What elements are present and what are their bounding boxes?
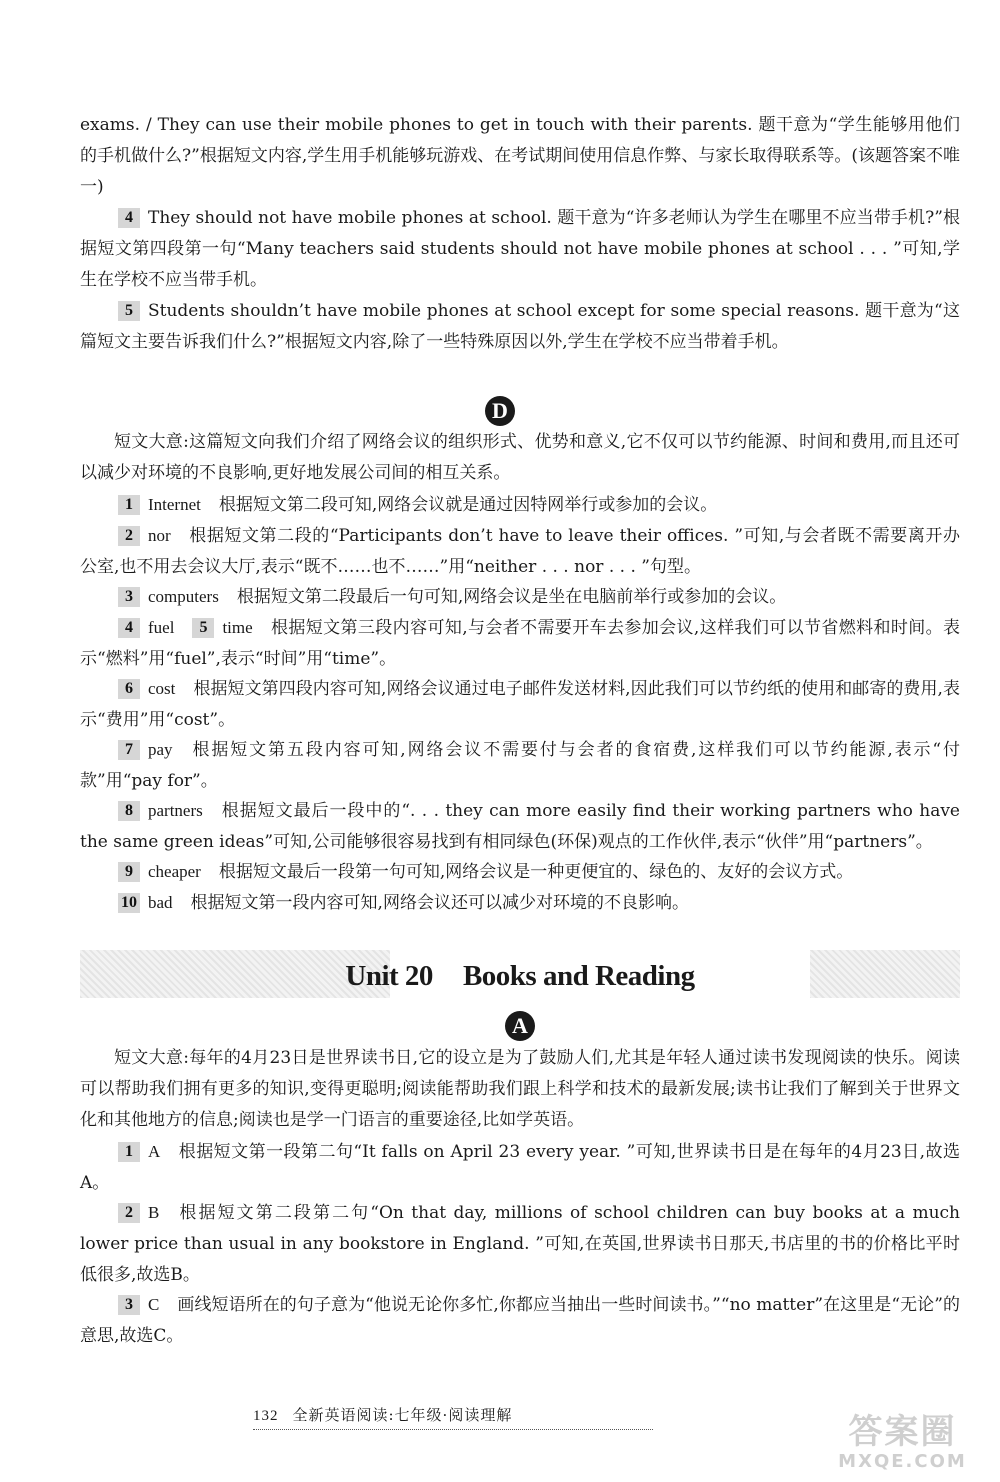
answer-explanation: 根据短文第一段第二句“It falls on April 23 every year. ”可知,世界读书日是在每年的4月23日,故选A。: [80, 1142, 960, 1193]
answer-explanation: 根据短文第五段内容可知,网络会议不需要付与会者的食宿费,这样我们可以节约能源,表示“付款”用“pay for”。: [80, 740, 960, 791]
answer-item-a1: [80, 1136, 960, 1199]
answer-letter: A: [148, 1142, 161, 1161]
answer-item-4: [80, 203, 960, 296]
watermark-bottom-text: MXQE.COM: [838, 1451, 967, 1472]
question-number-badge: 5: [118, 301, 140, 321]
question-number-badge: 6: [118, 679, 140, 699]
unit-number: Unit 20: [345, 960, 433, 992]
answer-explanation: 根据短文第一段内容可知,网络会议还可以减少对环境的不良影响。: [190, 893, 689, 913]
answer-letter: C: [148, 1295, 160, 1314]
question-number-badge: 4: [118, 208, 140, 228]
answer-explanation: Students shouldn’t have mobile phones at school except for some special reasons. 题干意为“这篇短文主要告诉我们什么?”根据短文内容,除了一些特殊原因以外,学生在学校不应当带着手机。: [80, 301, 960, 352]
answer-item-d6: [80, 673, 960, 736]
answer-item-d8: [80, 795, 960, 858]
watermark-logo: [815, 1412, 990, 1474]
question-number-badge: 7: [118, 740, 140, 760]
answer-letter: B: [148, 1203, 160, 1222]
answer-explanation: 画线短语所在的句子意为“他说无论你多忙,你都应当抽出一些时间读书。”“no matter”在这里是“无论”的意思,故选C。: [80, 1295, 960, 1346]
answer-explanation: 根据短文第二段可知,网络会议就是通过因特网举行或参加的会议。: [218, 495, 718, 515]
section-d-summary: 短文大意:这篇短文向我们介绍了网络会议的组织形式、优势和意义,它不仅可以节约能源、时间和费用,而且还可以减少对环境的不良影响,更好地发展公司间的相互关系。: [80, 432, 960, 483]
answer-explanation: 根据短文最后一段中的“. . . they can more easily find their working partners who have the same green ideas”可知,公司能够很容易找到有相同绿色(环保)观点的工作伙伴,表示“伙伴”用“partners”。: [80, 801, 960, 852]
answer-explanation: 根据短文第四段内容可知,网络会议通过电子邮件发送材料,因此我们可以节约纸的使用和邮寄的费用,表示“费用”用“cost”。: [80, 679, 960, 730]
answer-item-d1: [118, 489, 960, 521]
unit-name: Books and Reading: [462, 960, 695, 992]
question-number-badge: 2: [118, 1203, 140, 1223]
answer-explanation: 根据短文第二段的“Participants don’t have to leave their offices. ”可知,与会者既不需要离开办公室,也不用去会议大厅,表示“既不……也不……”用“neither . . . nor . . . ”句型。: [80, 526, 960, 577]
answer-explanation: 根据短文第二段最后一句可知,网络会议是坐在电脑前举行或参加的会议。: [236, 587, 787, 607]
answer-word: cost: [148, 679, 176, 698]
answer-explanation: 根据短文第三段内容可知,与会者不需要开车去参加会议,这样我们可以节省燃料和时间。表示“燃料”用“fuel”,表示“时间”用“time”。: [80, 618, 960, 669]
answer-item-a3: [80, 1289, 960, 1352]
question-number-badge: 9: [118, 862, 140, 882]
answer-item-d7: [80, 734, 960, 797]
answer-word: partners: [148, 801, 203, 820]
answer-explanation: 根据短文最后一段第一句可知,网络会议是一种更便宜的、绿色的、友好的会议方式。: [218, 862, 854, 882]
answer-item-5: [80, 296, 960, 358]
answer-item-d9: [118, 856, 960, 888]
book-title: 全新英语阅读:七年级·阅读理解: [292, 1406, 513, 1424]
section-a-badge: A: [505, 1011, 535, 1041]
question-number-badge: 8: [118, 801, 140, 821]
answer-explanation: They should not have mobile phones at school. 题干意为“许多老师认为学生在哪里不应当带手机?”根据短文第四段第一句“Many teachers said students should not have mobile phones at school . . . ”可知,学生在学校不应当带手机。: [80, 208, 960, 290]
watermark-top-text: 答案圈: [848, 1412, 957, 1452]
question-number-badge: 4: [118, 618, 140, 638]
question-number-badge: 5: [192, 618, 214, 638]
page-footer: [253, 1404, 653, 1430]
continued-answer-paragraph: exams. / They can use their mobile phones to get in touch with their parents. 题干意为“学生能够用他们的手机做什么?”根据短文内容,学生用手机能够玩游戏、在考试期间使用信息作弊、与家长取得联系等。(该题答案不唯一): [80, 115, 960, 197]
answer-explanation: 根据短文第二段第二句“On that day, millions of school children can buy books at a much lower price than usual in any bookstore in England. ”可知,在英国,世界读书日那天,书店里的书的价格比平时低很多,故选B。: [80, 1203, 960, 1285]
answer-item-a2: [80, 1197, 960, 1291]
section-a-summary: 短文大意:每年的4月23日是世界读书日,它的设立是为了鼓励人们,尤其是年轻人通过读书发现阅读的快乐。阅读可以帮助我们拥有更多的知识,变得更聪明;阅读能帮助我们跟上科学和技术的最新发展;读书让我们了解到关于世界文化和其他地方的信息;阅读也是学一门语言的重要途径,比如学英语。: [80, 1048, 960, 1130]
answer-word: nor: [148, 526, 171, 545]
answer-item-d4-5: [80, 612, 960, 675]
unit-title: [80, 956, 960, 996]
answer-word: computers: [148, 587, 219, 606]
answer-word: Internet: [148, 495, 201, 514]
question-number-badge: 3: [118, 587, 140, 607]
question-number-badge: 2: [118, 526, 140, 546]
question-number-badge: 10: [118, 893, 140, 913]
page-number: 132: [253, 1408, 279, 1424]
answer-word: bad: [148, 893, 173, 912]
question-number-badge: 3: [118, 1295, 140, 1315]
answer-word: pay: [148, 740, 173, 759]
question-number-badge: 1: [118, 1142, 140, 1162]
section-d-badge: D: [485, 396, 515, 426]
question-number-badge: 1: [118, 495, 140, 515]
answer-word: cheaper: [148, 862, 201, 881]
answer-item-d10: [118, 887, 960, 919]
answer-word: fuel: [148, 618, 175, 637]
answer-item-d2: [80, 520, 960, 583]
answer-item-d3: [118, 581, 960, 613]
answer-word: time: [222, 618, 253, 637]
